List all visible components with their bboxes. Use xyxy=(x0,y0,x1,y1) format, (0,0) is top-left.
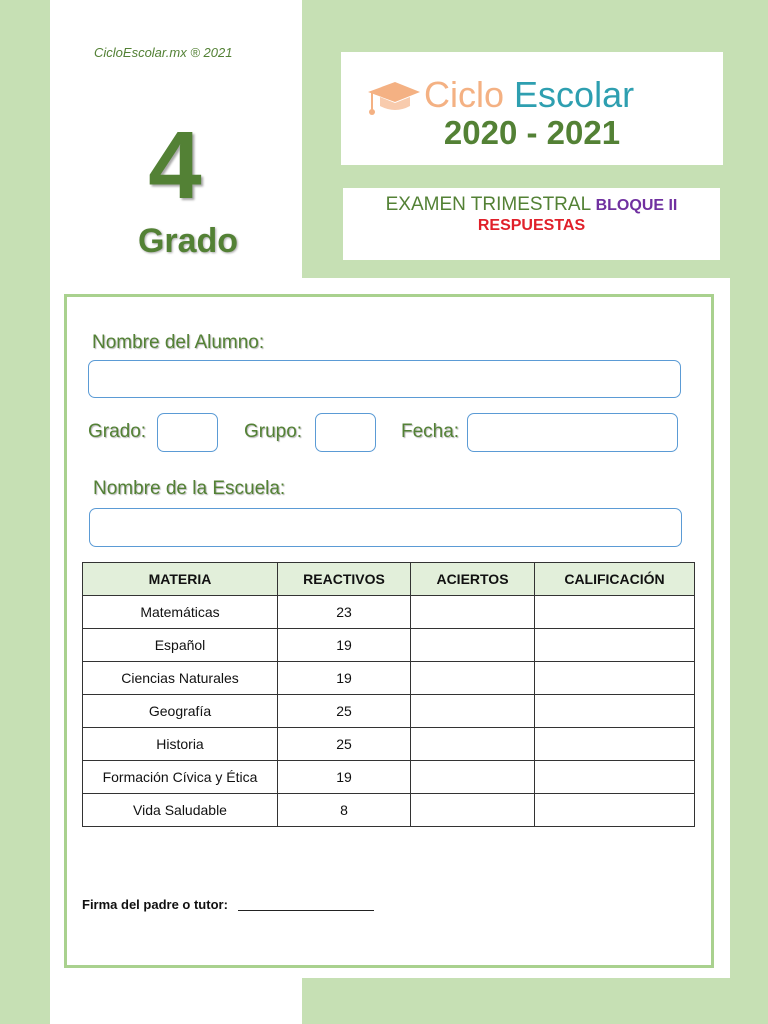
materia-cell: Vida Saludable xyxy=(83,794,278,827)
aciertos-cell[interactable] xyxy=(411,728,535,761)
aciertos-cell[interactable] xyxy=(411,596,535,629)
credit-text: CicloEscolar.mx ® 2021 xyxy=(94,45,233,60)
header-materia: MATERIA xyxy=(83,563,278,596)
table-row xyxy=(83,629,695,662)
exam-bloque: BLOQUE II xyxy=(595,197,678,214)
grade-label: Grado: xyxy=(88,421,147,442)
calificacion-cell[interactable] xyxy=(535,596,695,629)
logo-ciclo-text: Ciclo xyxy=(424,74,505,115)
calificacion-cell[interactable] xyxy=(535,761,695,794)
student-name-label: Nombre del Alumno: xyxy=(92,332,265,353)
table-row xyxy=(83,794,695,827)
signature-line[interactable] xyxy=(238,910,374,911)
school-name-field[interactable] xyxy=(89,508,682,547)
calificacion-cell[interactable] xyxy=(535,794,695,827)
table-row xyxy=(83,695,695,728)
reactivos-cell: 23 xyxy=(278,596,411,629)
aciertos-cell[interactable] xyxy=(411,662,535,695)
calificacion-cell[interactable] xyxy=(535,695,695,728)
materia-cell: Matemáticas xyxy=(83,596,278,629)
signature-label: Firma del padre o tutor: xyxy=(82,897,228,912)
reactivos-cell: 19 xyxy=(278,629,411,662)
calificacion-cell[interactable] xyxy=(535,728,695,761)
grade-number: 4 xyxy=(148,112,202,219)
materia-cell: Historia xyxy=(83,728,278,761)
calificacion-cell[interactable] xyxy=(535,629,695,662)
materia-cell: Formación Cívica y Ética xyxy=(83,761,278,794)
reactivos-cell: 19 xyxy=(278,662,411,695)
graduation-cap-icon xyxy=(364,72,422,120)
table-header-row xyxy=(83,563,695,596)
grades-table xyxy=(82,562,695,827)
materia-cell: Español xyxy=(83,629,278,662)
exam-title-line xyxy=(343,194,720,216)
grade-word: Grado xyxy=(137,222,239,260)
header-reactivos: REACTIVOS xyxy=(278,563,411,596)
table-row xyxy=(83,662,695,695)
logo-escolar-text: Escolar xyxy=(514,74,635,115)
aciertos-cell[interactable] xyxy=(411,761,535,794)
aciertos-cell[interactable] xyxy=(411,794,535,827)
table-row xyxy=(83,728,695,761)
table-row xyxy=(83,761,695,794)
aciertos-cell[interactable] xyxy=(411,695,535,728)
date-label: Fecha: xyxy=(401,421,460,442)
header-aciertos: ACIERTOS xyxy=(411,563,535,596)
materia-cell: Ciencias Naturales xyxy=(83,662,278,695)
exam-title: EXAMEN TRIMESTRAL xyxy=(385,194,592,215)
school-year: 2020 - 2021 xyxy=(443,114,621,151)
reactivos-cell: 8 xyxy=(278,794,411,827)
school-name-label: Nombre de la Escuela: xyxy=(93,478,286,499)
aciertos-cell[interactable] xyxy=(411,629,535,662)
calificacion-cell[interactable] xyxy=(535,662,695,695)
reactivos-cell: 25 xyxy=(278,728,411,761)
logo-wordmark xyxy=(424,74,634,116)
reactivos-cell: 25 xyxy=(278,695,411,728)
exam-respuestas: RESPUESTAS xyxy=(477,217,586,234)
table-row xyxy=(83,596,695,629)
header-calificacion: CALIFICACIÓN xyxy=(535,563,695,596)
student-name-field[interactable] xyxy=(88,360,681,398)
group-field[interactable] xyxy=(315,413,376,452)
materia-cell: Geografía xyxy=(83,695,278,728)
reactivos-cell: 19 xyxy=(278,761,411,794)
group-label: Grupo: xyxy=(244,421,303,442)
grade-field[interactable] xyxy=(157,413,218,452)
date-field[interactable] xyxy=(467,413,678,452)
